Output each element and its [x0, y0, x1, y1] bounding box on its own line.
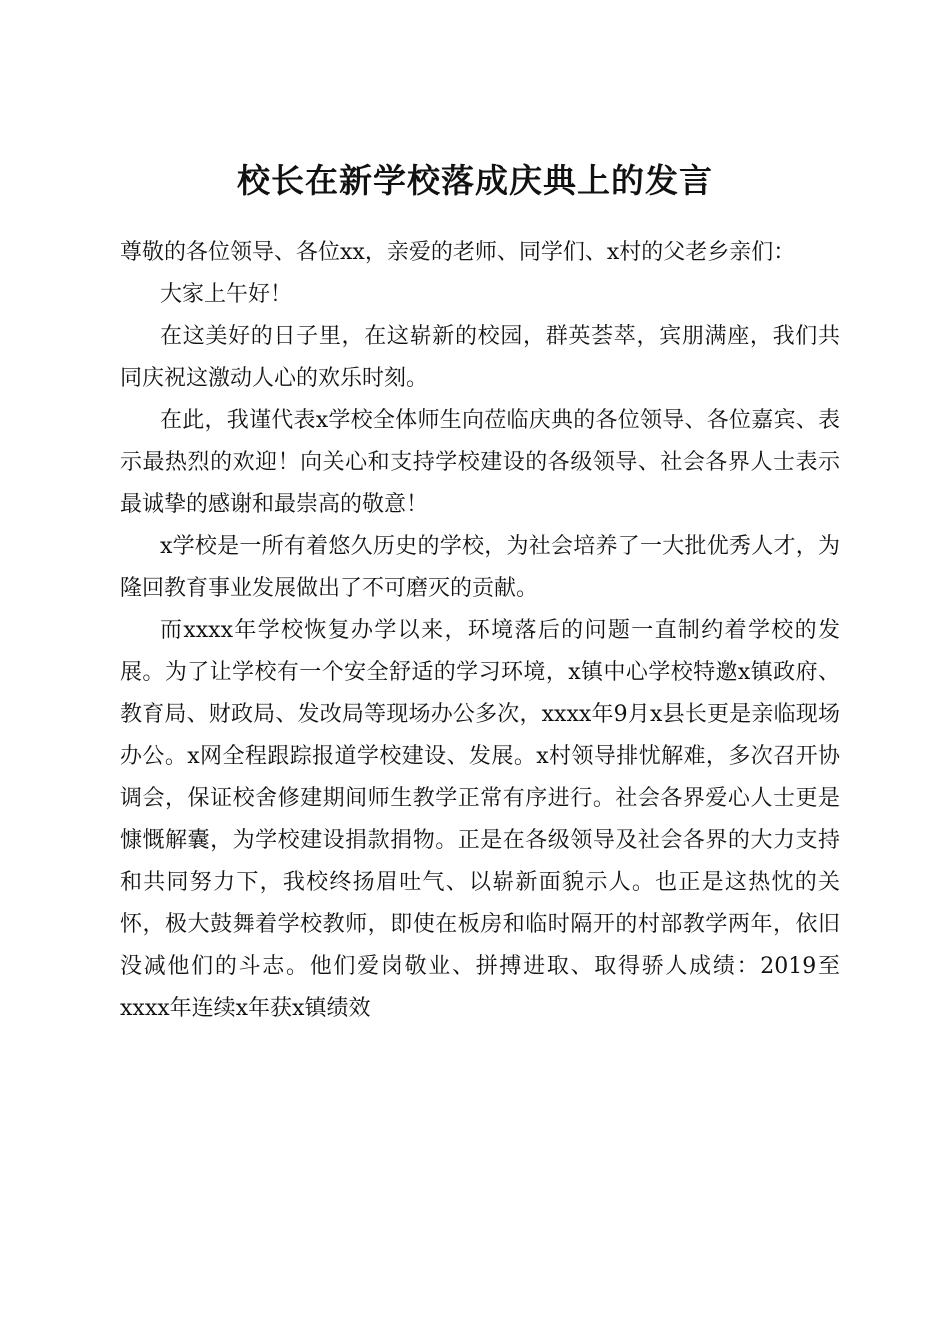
body-paragraph: 而xxxx年学校恢复办学以来，环境落后的问题一直制约着学校的发展。为了让学校有一个安全舒适的学习环境，x镇中心学校特邀x镇政府、教育局、财政局、发改局等现场办公多次，xxxx年9月x县长更是亲临现场办公。x网全程跟踪报道学校建设、发展。x村领导排忧解难，多次召开协调会，保证校舍修建期间师生教学正常有序进行。社会各界爱心人士更是慷慨解囊，为学校建设捐款捐物。正是在各级领导及社会各界的大力支持和共同努力下，我校终扬眉吐气、以崭新面貌示人。也正是这热忱的关怀，极大鼓舞着学校教师，即使在板房和临时隔开的村部教学两年，依旧没减他们的斗志。他们爱岗敬业、拼搏进取、取得骄人成绩：2019至xxxx年连续x年获x镇绩效	[120, 618, 840, 1021]
body-paragraph: x学校是一所有着悠久历史的学校，为社会培养了一大批优秀人才，为隆回教育事业发展做出了不可磨灭的贡献。	[120, 534, 840, 601]
body-paragraph: 在这美好的日子里，在这崭新的校园，群英荟萃，宾朋满座，我们共同庆祝这激动人心的欢乐时刻。	[120, 324, 840, 391]
document-body	[120, 232, 840, 1030]
salutation-paragraph: 尊敬的各位领导、各位xx，亲爱的老师、同学们、x村的父老乡亲们：	[120, 240, 796, 265]
greeting-paragraph: 大家上午好！	[160, 282, 293, 307]
body-paragraph: 在此，我谨代表x学校全体师生向莅临庆典的各位领导、各位嘉宾、表示最热烈的欢迎！向关心和支持学校建设的各级领导、社会各界人士表示最诚挚的感谢和最崇高的敬意！	[120, 408, 840, 517]
document-title: 校长在新学校落成庆典上的发言	[237, 161, 713, 201]
